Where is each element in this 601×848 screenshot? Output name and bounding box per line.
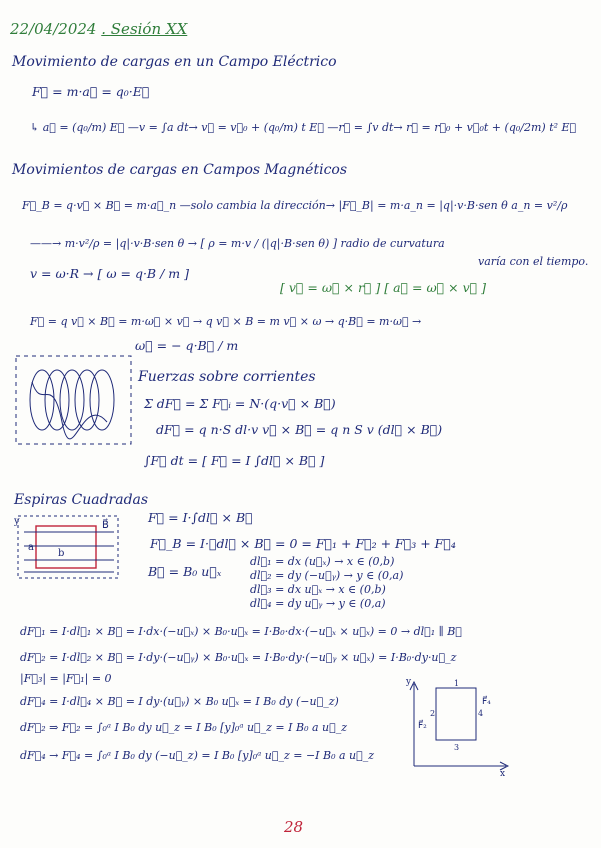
- section-title-magnetic: Movimientos de cargas en Campos Magnéticos: [12, 162, 348, 178]
- loop-label-a: a: [28, 542, 34, 553]
- forces-eq-2: dF⃗ = q n·S dl·v v⃗ × B⃗ = q n S v (dl⃗ × B⃗): [156, 422, 443, 437]
- loops-eq-F4: dF⃗₄ = I·dl⃗₄ × B⃗ = I dy·(u⃗ᵧ) × B₀ u⃗ₓ = I B₀ dy (−u⃗_z): [20, 695, 339, 708]
- force-axes-sketch: [404, 676, 512, 776]
- magnetic-eq-7: ω⃗ = − q·B⃗ / m: [135, 338, 239, 353]
- loops-dl-1: dl⃗₁ = dx (u⃗ₓ) → x ∈ (0,b): [250, 555, 395, 568]
- electric-eq-2: ↳ a⃗ = (q₀/m) E⃗ —v = ∫a dt→ v⃗ = v⃗₀ + (q₀/m) t E⃗ —r⃗ = ∫v dt→ r⃗ = r⃗₀ + v⃗₀t + (q₀/2m) t² E⃗: [30, 121, 577, 134]
- force-F4-label: F⃗₄: [482, 697, 491, 707]
- coil-sketch: [12, 352, 137, 450]
- axes-x-label: x: [500, 769, 506, 776]
- session-date: 22/04/2024: [10, 20, 97, 38]
- loops-dl-3: dl⃗₃ = dx u⃗ₓ → x ∈ (0,b): [250, 583, 386, 596]
- forces-eq-1: Σ dF⃗ = Σ F⃗ᵢ = N·(q·v⃗ × B⃗): [144, 396, 336, 411]
- section-title-forces: Fuerzas sobre corrientes: [138, 369, 316, 385]
- loops-dl-4: dl⃗₄ = dy u⃗ᵧ → y ∈ (0,a): [250, 597, 386, 610]
- side-label-2: 2: [430, 709, 436, 718]
- loop-axis-y: y: [14, 516, 20, 527]
- loops-eq-F2: dF⃗₂ = I·dl⃗₂ × B⃗ = I·dy·(−u⃗ᵧ) × B₀·u⃗ₓ = I·B₀·dy·(−u⃗ᵧ × u⃗ₓ) = I·B₀·dy·u⃗_z: [20, 651, 457, 664]
- loop-label-B: B⃗: [102, 520, 109, 531]
- magnetic-eq-3: varía con el tiempo.: [478, 255, 589, 268]
- electric-eq-1: F⃗ = m·a⃗ = q₀·E⃗: [32, 84, 150, 99]
- side-label-1: 1: [454, 679, 460, 688]
- page-number: 28: [284, 818, 304, 836]
- magnetic-eq-1: F⃗_B = q·v⃗ × B⃗ = m·a⃗_n —solo cambia la dirección→ |F⃗_B| = m·a_n = |q|·v·B·sen θ a_n = v²/ρ: [22, 199, 568, 212]
- square-loop-sketch: [14, 512, 124, 582]
- loops-dl-2: dl⃗₂ = dy (−u⃗ᵧ) → y ∈ (0,a): [250, 569, 404, 582]
- magnetic-eq-2: ——→ m·v²/ρ = |q|·v·B·sen θ → [ ρ = m·v / (|q|·B·sen θ) ] radio de curvatura: [30, 237, 445, 250]
- section-title-loops: Espiras Cuadradas: [14, 492, 149, 508]
- side-label-3: 3: [454, 743, 460, 752]
- loops-eq-F4-int: dF⃗₄ → F⃗₄ = ∫₀ᵃ I B₀ dy (−u⃗_z) = I B₀ [y]₀ᵃ u⃗_z = −I B₀ a u⃗_z: [20, 749, 375, 762]
- force-F2-label: F⃗₂: [418, 721, 427, 731]
- magnetic-eq-4: v = ω·R → [ ω = q·B / m ]: [30, 266, 189, 281]
- loops-eq-F2-int: dF⃗₂ ⇒ F⃗₂ = ∫₀ᵃ I B₀ dy u⃗_z = I B₀ [y]₀ᵃ u⃗_z = I B₀ a u⃗_z: [20, 721, 348, 734]
- loops-eq-1: F⃗ = I·∫dl⃗ × B⃗: [148, 510, 253, 525]
- section-title-electric: Movimiento de cargas en un Campo Eléctrico: [12, 54, 337, 70]
- session-label: . Sesión XX: [101, 20, 188, 38]
- loops-eq-2: F⃗_B = I·∮dl⃗ × B⃗ = 0 = F⃗₁ + F⃗₂ + F⃗₃ + F⃗₄: [150, 536, 456, 551]
- magnetic-eq-6: F⃗ = q v⃗ × B⃗ = m·ω⃗ × v⃗ → q v⃗ × B = m v⃗ × ω → q·B⃗ = m·ω⃗ →: [30, 315, 422, 328]
- loop-label-b: b: [58, 548, 65, 559]
- loops-eq-F3: |F⃗₃| = |F⃗₁| = 0: [20, 672, 112, 685]
- magnetic-eq-5: [ v⃗ = ω⃗ × r⃗ ] [ a⃗ = ω⃗ × v⃗ ]: [280, 280, 486, 295]
- loops-eq-3: B⃗ = B₀ u⃗ₓ: [148, 564, 222, 579]
- forces-eq-3: ∫F⃗ dt = [ F⃗ = I ∫dl⃗ × B⃗ ]: [144, 453, 325, 468]
- loops-eq-F1: dF⃗₁ = I·dl⃗₁ × B⃗ = I·dx·(−u⃗ₓ) × B₀·u⃗ₓ = I·B₀·dx·(−u⃗ₓ × u⃗ₓ) = 0 → dl⃗₁ ∥ B⃗: [20, 625, 462, 638]
- axes-y-label: y: [406, 677, 412, 687]
- side-label-4: 4: [478, 709, 484, 718]
- session-header: [10, 22, 187, 37]
